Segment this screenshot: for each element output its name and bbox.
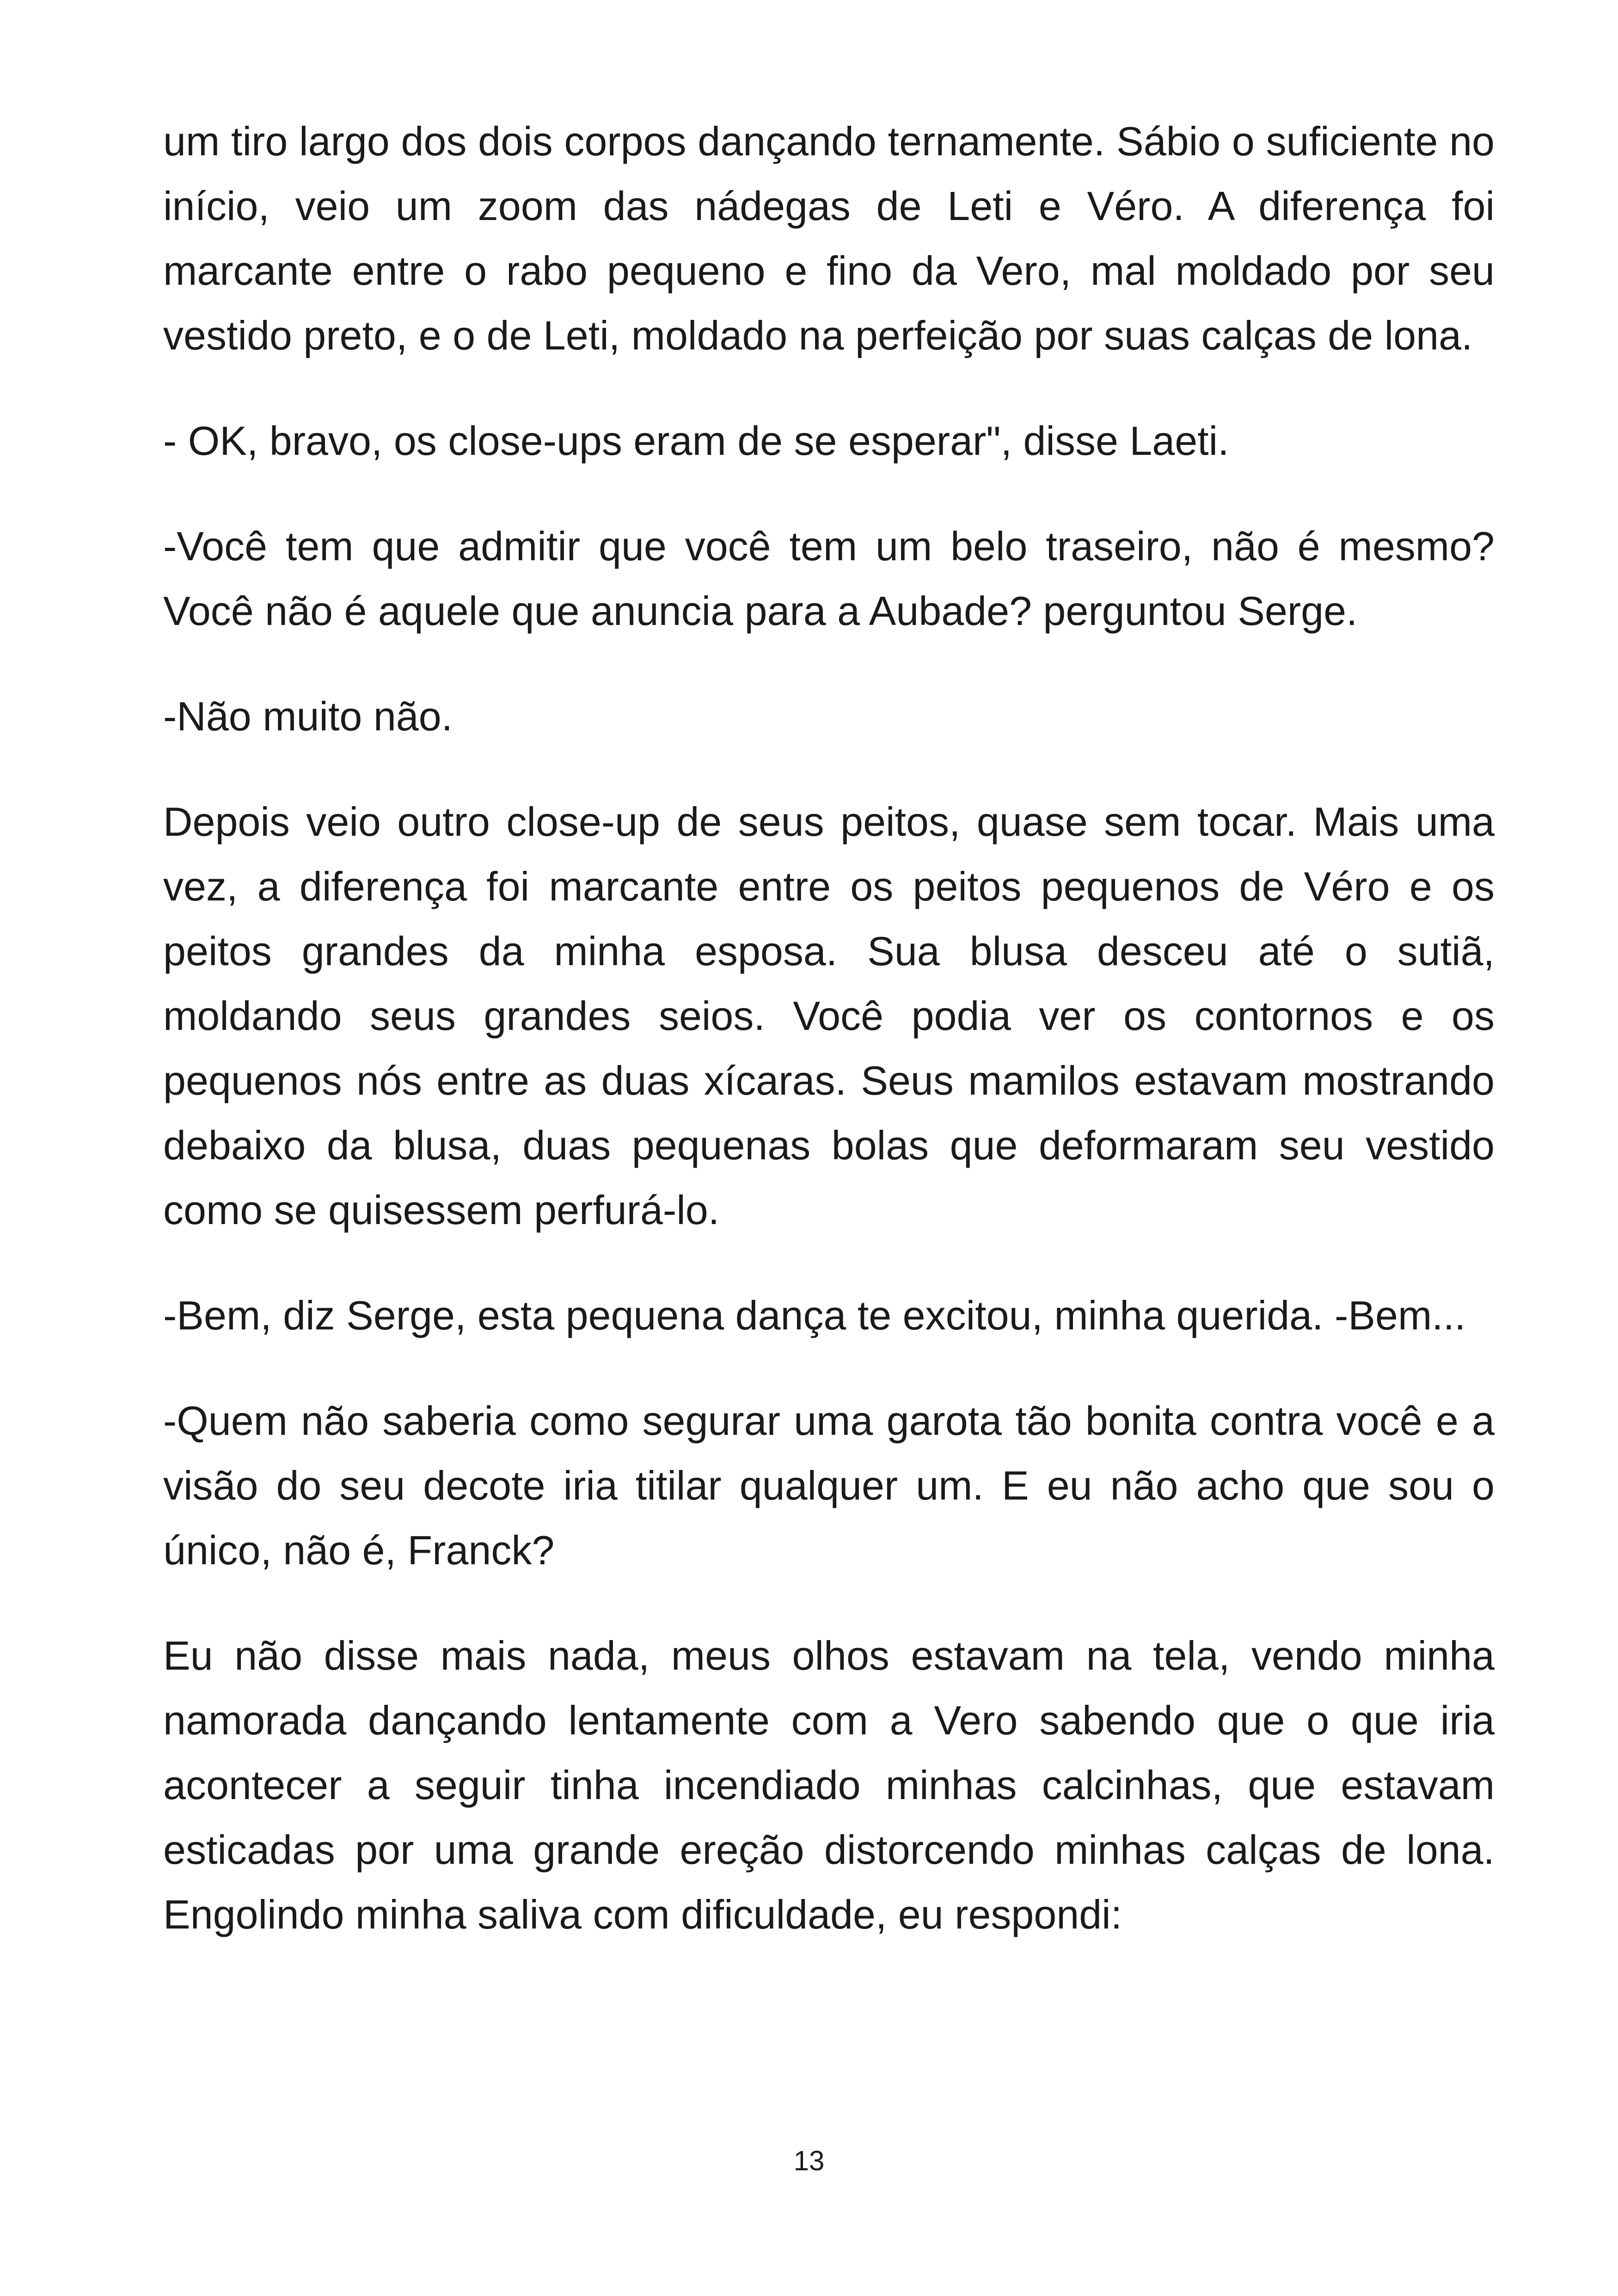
paragraph: Depois veio outro close-up de seus peitos, quase sem tocar. Mais uma vez, a diferença foi marcante entre os peitos pequenos de Véro e os peitos grandes da minha esposa. Sua blusa desceu até o sutiã, moldando seus grandes seios. Você podia ver os contornos e os pequenos nós entre as duas xícaras. Seus mamilos estavam mostrando debaixo da blusa, duas pequenas bolas que deformaram seu vestido como se quisessem perfurá-lo. [163,799,1495,1233]
paragraph: -Quem não saberia como segurar uma garota tão bonita contra você e a visão do seu decote iria titilar qualquer um. E eu não acho que sou o único, não é, Franck? [163,1398,1495,1573]
body-text [163,109,1495,1947]
paragraph: - OK, bravo, os close-ups eram de se esperar", disse Laeti. [163,418,1229,464]
paragraph: Eu não disse mais nada, meus olhos estavam na tela, vendo minha namorada dançando lentamente com a Vero sabendo que o que iria acontecer a seguir tinha incendiado minhas calcinhas, que estavam esticadas por uma grande ereção distorcendo minhas calças de lona. Engolindo minha saliva com dificuldade, eu respondi: [163,1633,1495,1937]
paragraph: -Você tem que admitir que você tem um belo traseiro, não é mesmo? Você não é aquele que anuncia para a Aubade? perguntou Serge. [163,523,1495,634]
page-number: 13 [793,2145,825,2176]
paragraph: -Não muito não. [163,693,453,739]
paragraph: -Bem, diz Serge, esta pequena dança te excitou, minha querida. -Bem... [163,1292,1466,1338]
paragraph: um tiro largo dos dois corpos dançando ternamente. Sábio o suficiente no início, veio um zoom das nádegas de Leti e Véro. A diferença foi marcante entre o rabo pequeno e fino da Vero, mal moldado por seu vestido preto, e o de Leti, moldado na perfeição por suas calças de lona. [163,118,1495,358]
